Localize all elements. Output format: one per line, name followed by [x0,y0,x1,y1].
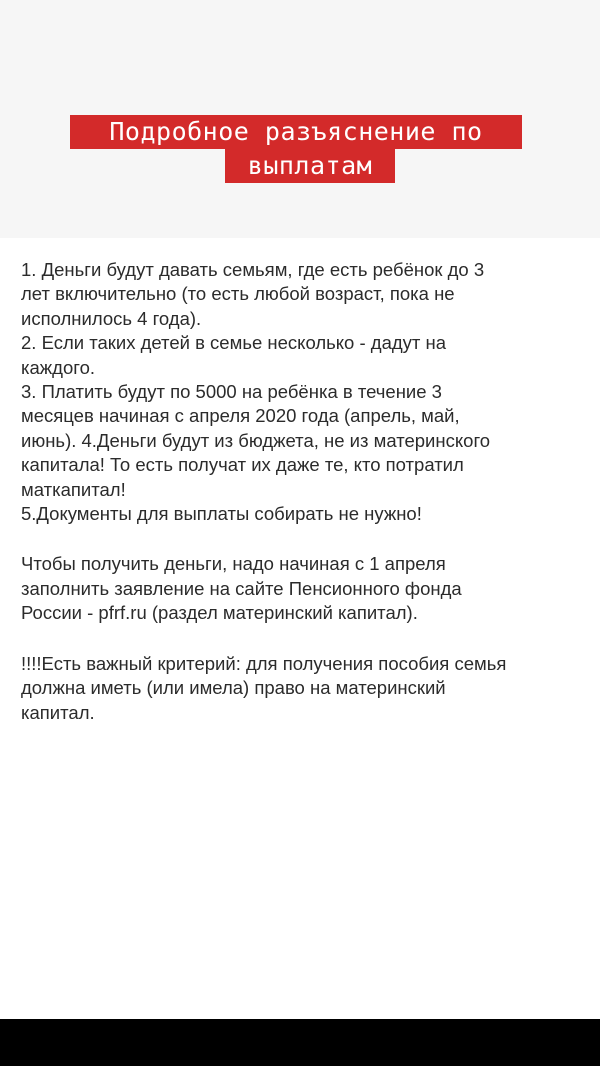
paragraph-payout-details: 1. Деньги будут давать семьям, где есть ребёнок до 3 лет включительно (то есть любой возраст, пока не исполнилось 4 года). 2. Если таких детей в семье несколько - дадут на каждого. 3. Платить будут по 5000 на ребёнка в течение 3 месяцев начиная с апреля 2020 года (апрель, май, июнь). 4.Деньги будут из бюджета, не из материнского капитала! То есть получат их даже те, кто потратил маткапитал! 5.Документы для выплаты собирать не нужно! [21,259,491,525]
body-text [21,258,586,725]
paragraph-how-to-apply: Чтобы получить деньги, надо начиная с 1 апреля заполнить заявление на сайте Пенсионного фонда России - pfrf.ru (раздел материнский капитал). [21,553,462,624]
paragraph-gap [21,626,586,652]
header-band [0,0,600,238]
paragraph-gap [21,526,586,552]
paragraph-criterion: !!!!Есть важный критерий: для получения пособия семья должна иметь (или имела) право на материнский капитал. [21,652,507,723]
bottom-bar [0,1019,600,1066]
title-line-2: выплатам [225,149,395,183]
title-line-1: Подробное разъяснение по [70,115,522,149]
